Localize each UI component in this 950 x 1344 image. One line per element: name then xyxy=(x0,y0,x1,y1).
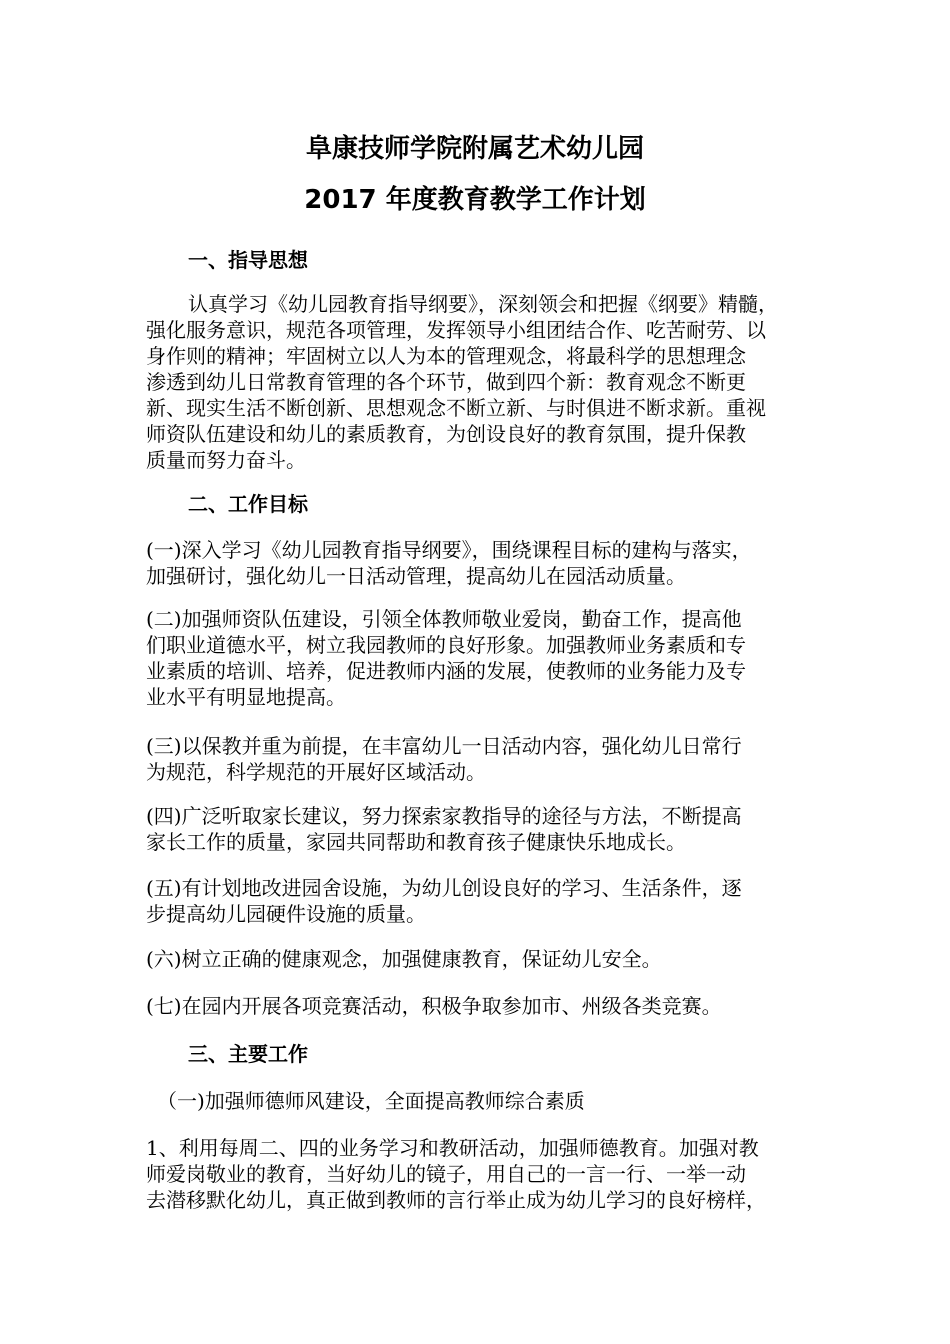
text-line: 质量而努力奋斗。 xyxy=(146,448,306,472)
text-line: (四)广泛听取家长建议，努力探索家教指导的途径与方法，不断提高 xyxy=(146,804,742,828)
text-line: 去潜移默化幼儿，真正做到教师的言行举止成为幼儿学习的良好榜样， xyxy=(146,1188,766,1212)
work-item-1 xyxy=(146,1135,816,1213)
goal-paragraph-2 xyxy=(146,606,816,710)
section-heading-work-goals: 二、工作目标 xyxy=(188,492,308,516)
text-line: (二)加强师资队伍建设，引领全体教师敬业爱岗，勤奋工作，提高他 xyxy=(146,607,742,631)
text-line: 身作则的精神；牢固树立以人为本的管理观念，将最科学的思想理念 xyxy=(146,344,746,368)
goal-paragraph-3 xyxy=(146,733,816,785)
text-line: (七)在园内开展各项竞赛活动，积极争取参加市、州级各类竞赛。 xyxy=(146,994,722,1018)
text-line: 渗透到幼儿日常教育管理的各个环节，做到四个新：教育观念不断更 xyxy=(146,370,746,394)
text-line: 加强研讨，强化幼儿一日活动管理，提高幼儿在园活动质量。 xyxy=(146,564,686,588)
text-line: 业水平有明显地提高。 xyxy=(146,685,346,709)
goal-paragraph-7 xyxy=(146,993,816,1019)
text-line: 们职业道德水平，树立我园教师的良好形象。加强教师业务素质和专 xyxy=(146,633,746,657)
goal-paragraph-1 xyxy=(146,537,816,589)
text-line: 1、利用每周二、四的业务学习和教研活动，加强师德教育。加强对教 xyxy=(146,1136,759,1160)
text-line: （一)加强师德师风建设，全面提高教师综合素质 xyxy=(157,1089,585,1113)
section-heading-main-work: 三、主要工作 xyxy=(188,1042,308,1066)
document-title: 阜康技师学院附属艺术幼儿园 xyxy=(305,134,644,164)
document-subtitle: 2017 年度教育教学工作计划 xyxy=(304,185,646,215)
text-line: 业素质的培训、培养，促进教师内涵的发展，使教师的业务能力及专 xyxy=(146,659,746,683)
goal-paragraph-5 xyxy=(146,875,816,927)
text-line: 师爱岗敬业的教育，当好幼儿的镜子，用自己的一言一行、一举一动 xyxy=(146,1162,746,1186)
text-line: 认真学习《幼儿园教育指导纲要》，深刻领会和把握《纲要》精髓， xyxy=(188,292,778,316)
text-line: 强化服务意识，规范各项管理，发挥领导小组团结合作、吃苦耐劳、以 xyxy=(146,318,766,342)
text-line: (一)深入学习《幼儿园教育指导纲要》，围绕课程目标的建构与落实， xyxy=(146,538,752,562)
text-line: (三)以保教并重为前提，在丰富幼儿一日活动内容，强化幼儿日常行 xyxy=(146,734,742,758)
subsection-heading-teacher-ethics xyxy=(157,1088,827,1114)
text-line: 家长工作的质量，家园共同帮助和教育孩子健康快乐地成长。 xyxy=(146,830,686,854)
section-heading-guiding-thought: 一、指导思想 xyxy=(188,248,308,272)
text-line: (五)有计划地改进园舍设施，为幼儿创设良好的学习、生活条件，逐 xyxy=(146,876,742,900)
goal-paragraph-6 xyxy=(146,946,816,972)
text-line: 师资队伍建设和幼儿的素质教育，为创设良好的教育氛围，提升保教 xyxy=(146,422,746,446)
paragraph-guiding-thought xyxy=(146,291,816,473)
text-line: 为规范，科学规范的开展好区域活动。 xyxy=(146,760,486,784)
text-line: 步提高幼儿园硬件设施的质量。 xyxy=(146,902,426,926)
text-line: (六)树立正确的健康观念，加强健康教育，保证幼儿安全。 xyxy=(146,947,662,971)
goal-paragraph-4 xyxy=(146,803,816,855)
text-line: 新、现实生活不断创新、思想观念不断立新、与时俱进不断求新。重视 xyxy=(146,396,766,420)
